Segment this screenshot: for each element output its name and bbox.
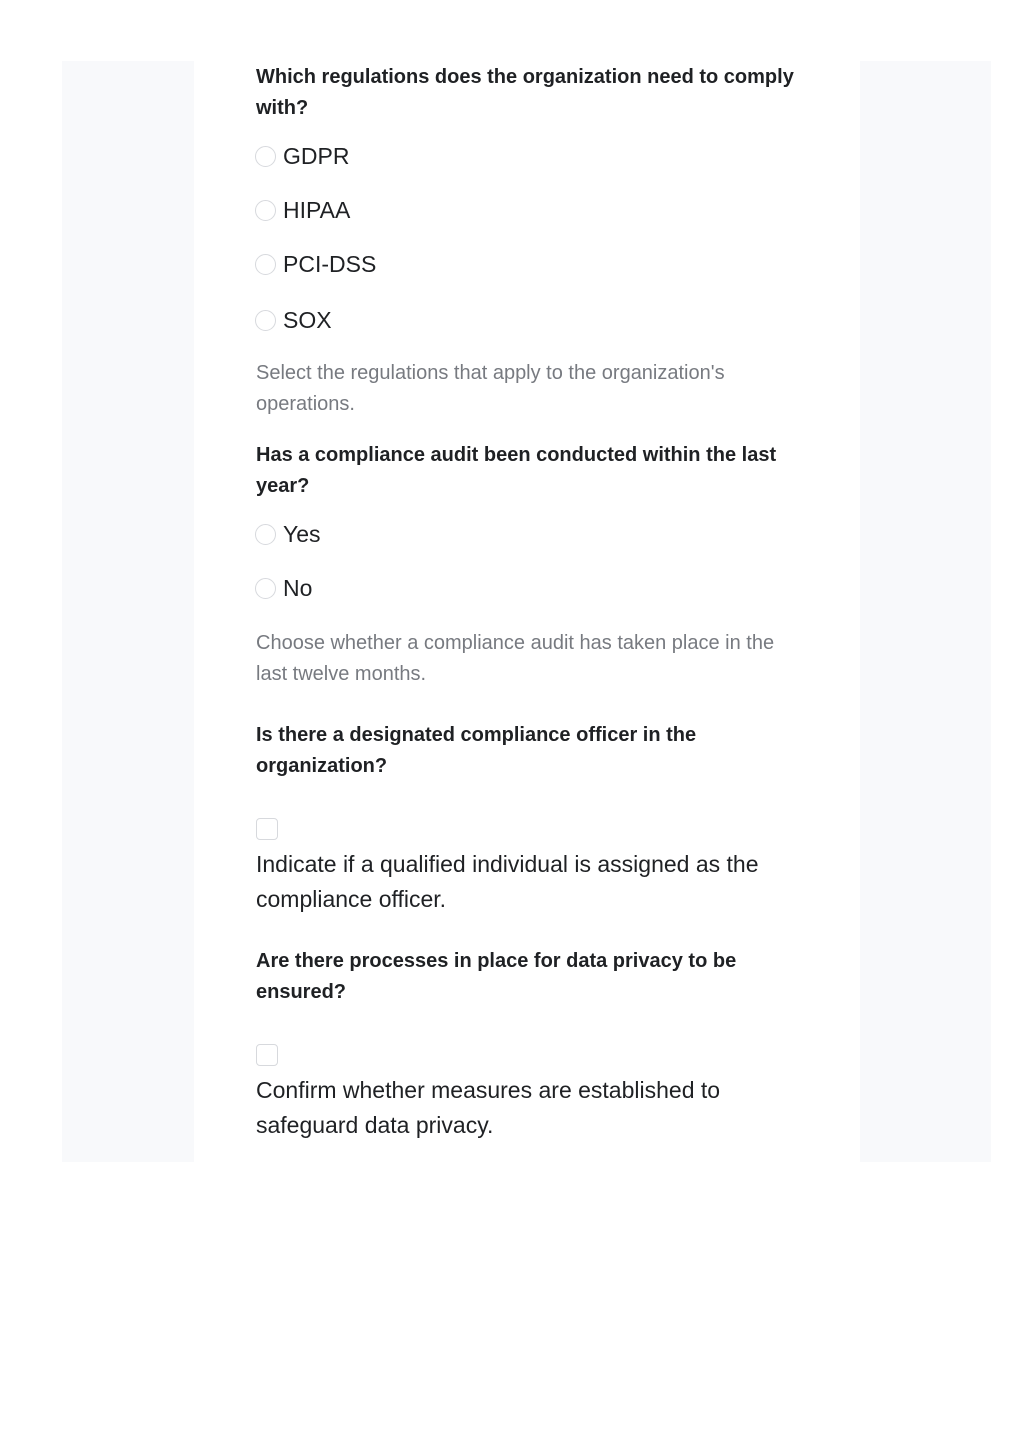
radio-option-no[interactable] (255, 575, 312, 601)
radio-option-label: HIPAA (283, 197, 351, 223)
radio-button[interactable] (255, 146, 276, 167)
radio-button[interactable] (255, 254, 276, 275)
question-data-privacy-label: Are there processes in place for data privacy to be ensured? (256, 950, 737, 1003)
data-privacy-description: Confirm whether measures are established to safeguard data privacy. (256, 1077, 721, 1138)
question-regulations-help: Select the regulations that apply to the organization's operations. (256, 362, 725, 415)
radio-option-yes[interactable] (255, 521, 321, 547)
radio-option-gdpr[interactable] (255, 143, 349, 169)
radio-button[interactable] (255, 524, 276, 545)
question-regulations-label: Which regulations does the organization need to comply with? (256, 66, 794, 119)
compliance-officer-description: Indicate if a qualified individual is assigned as the compliance officer. (256, 851, 759, 912)
question-audit-label: Has a compliance audit been conducted within the last year? (256, 444, 777, 497)
radio-option-sox[interactable] (255, 307, 332, 333)
radio-button[interactable] (255, 200, 276, 221)
compliance-officer-checkbox[interactable] (256, 818, 278, 840)
radio-option-label: GDPR (283, 143, 350, 169)
radio-option-label: SOX (283, 307, 332, 333)
radio-option-label: Yes (283, 521, 321, 547)
radio-option-label: No (283, 575, 313, 601)
question-compliance-officer-label: Is there a designated compliance officer in the organization? (256, 724, 697, 777)
question-audit-help: Choose whether a compliance audit has taken place in the last twelve months. (256, 632, 775, 685)
radio-option-pci-dss[interactable] (255, 251, 376, 277)
data-privacy-checkbox[interactable] (256, 1044, 278, 1066)
radio-option-label: PCI-DSS (283, 251, 377, 277)
radio-button[interactable] (255, 578, 276, 599)
radio-button[interactable] (255, 310, 276, 331)
radio-option-hipaa[interactable] (255, 197, 350, 223)
